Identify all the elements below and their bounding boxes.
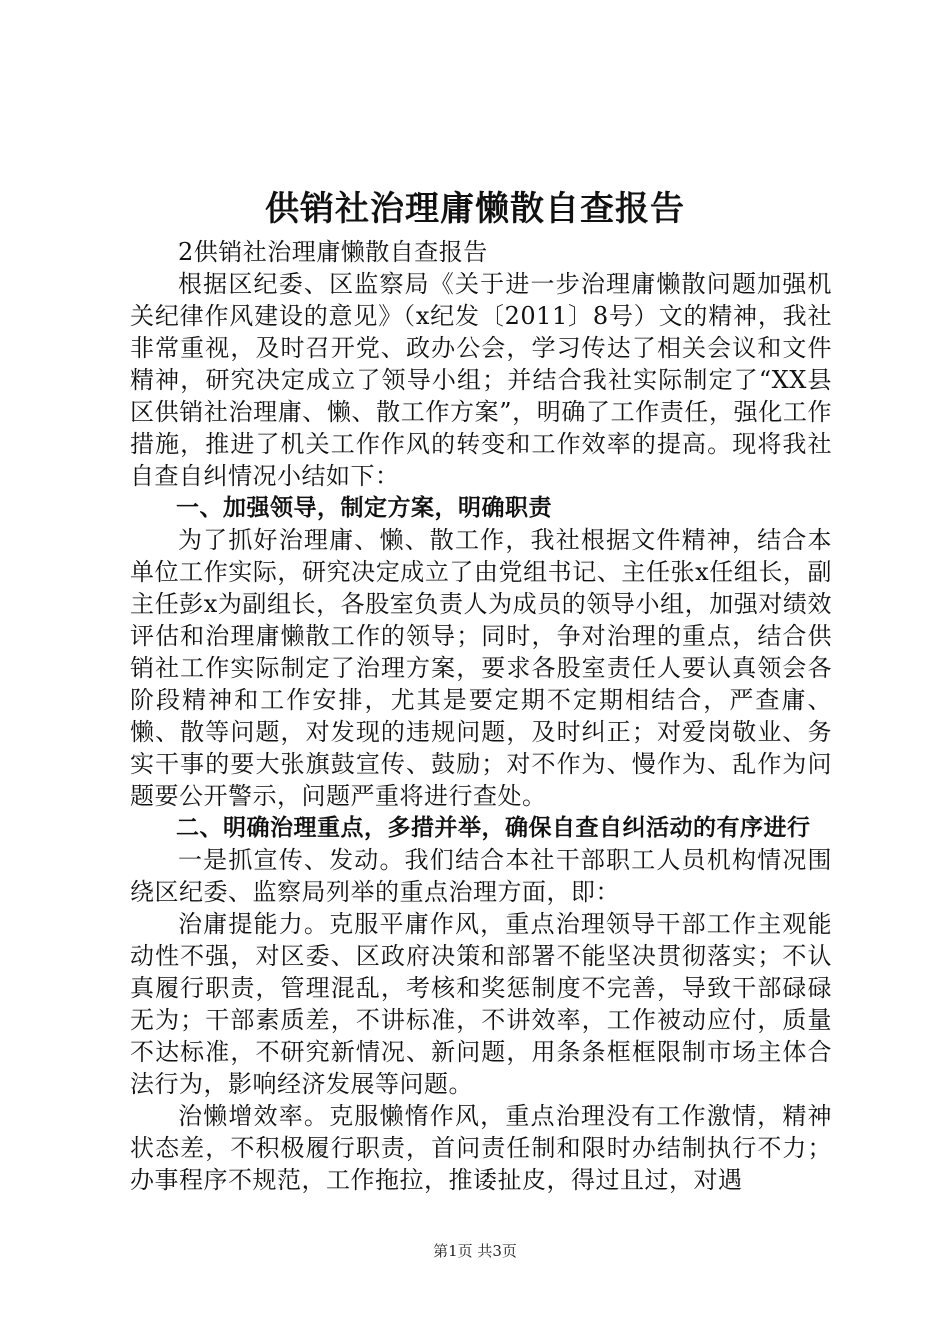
document-title: 供销社治理庸懒散自查报告 [265,189,685,229]
section-heading: 二、明确治理重点，多措并举，确保自查自纠活动的有序进行 [176,815,811,841]
body-paragraph: 治庸提能力。克服平庸作风，重点治理领导干部工作主观能动性不强，对区委、区政府决策和部署不能坚决贯彻落实；不认真履行职责，管理混乱，考核和奖惩制度不完善，导致干部碌碌无为；干部素质差，不讲标准，不讲效率，工作被动应付，质量不达标准，不研究新情况、新问题，用条条框框限制市场主体合法行为，影响经济发展等问题。 [130,910,832,1098]
page-footer: 第1页 共3页 [433,1242,517,1260]
body-paragraph: 为了抓好治理庸、懒、散工作，我社根据文件精神，结合本单位工作实际，研究决定成立了由党组书记、主任张x任组长，副主任彭x为副组长，各股室负责人为成员的领导小组，加强对绩效评估和治理庸懒散工作的领导；同时，争对治理的重点，结合供销社工作实际制定了治理方案，要求各股室责任人要认真领会各阶段精神和工作安排，尤其是要定期不定期相结合，严查庸、懒、散等问题，对发现的违规问题，及时纠正；对爱岗敬业、务实干事的要大张旗鼓宣传、鼓励；对不作为、慢作为、乱作为问题要公开警示，问题严重将进行查处。 [130,526,832,810]
body-paragraph: 根据区纪委、区监察局《关于进一步治理庸懒散问题加强机关纪律作风建设的意见》（x纪发〔2011〕8号）文的精神，我社非常重视，及时召开党、政办公会，学习传达了相关会议和文件精神，研究决定成立了领导小组；并结合我社实际制定了“XX县区供销社治理庸、懒、散工作方案”，明确了工作责任，强化工作措施，推进了机关工作作风的转变和工作效率的提高。现将我社自查自纠情况小结如下： [130,270,832,490]
section-heading: 一、加强领导，制定方案，明确职责 [176,495,552,521]
body-paragraph: 治懒增效率。克服懒惰作风，重点治理没有工作激情，精神状态差，不积极履行职责，首问责任制和限时办结制执行不力；办事程序不规范，工作拖拉，推诿扯皮，得过且过，对遇 [130,1102,832,1194]
subtitle-paragraph: 2供销社治理庸懒散自查报告 [178,238,488,266]
body-paragraph: 一是抓宣传、发动。我们结合本社干部职工人员机构情况围绕区纪委、监察局列举的重点治理方面，即： [130,846,832,906]
document-body [130,236,832,1196]
